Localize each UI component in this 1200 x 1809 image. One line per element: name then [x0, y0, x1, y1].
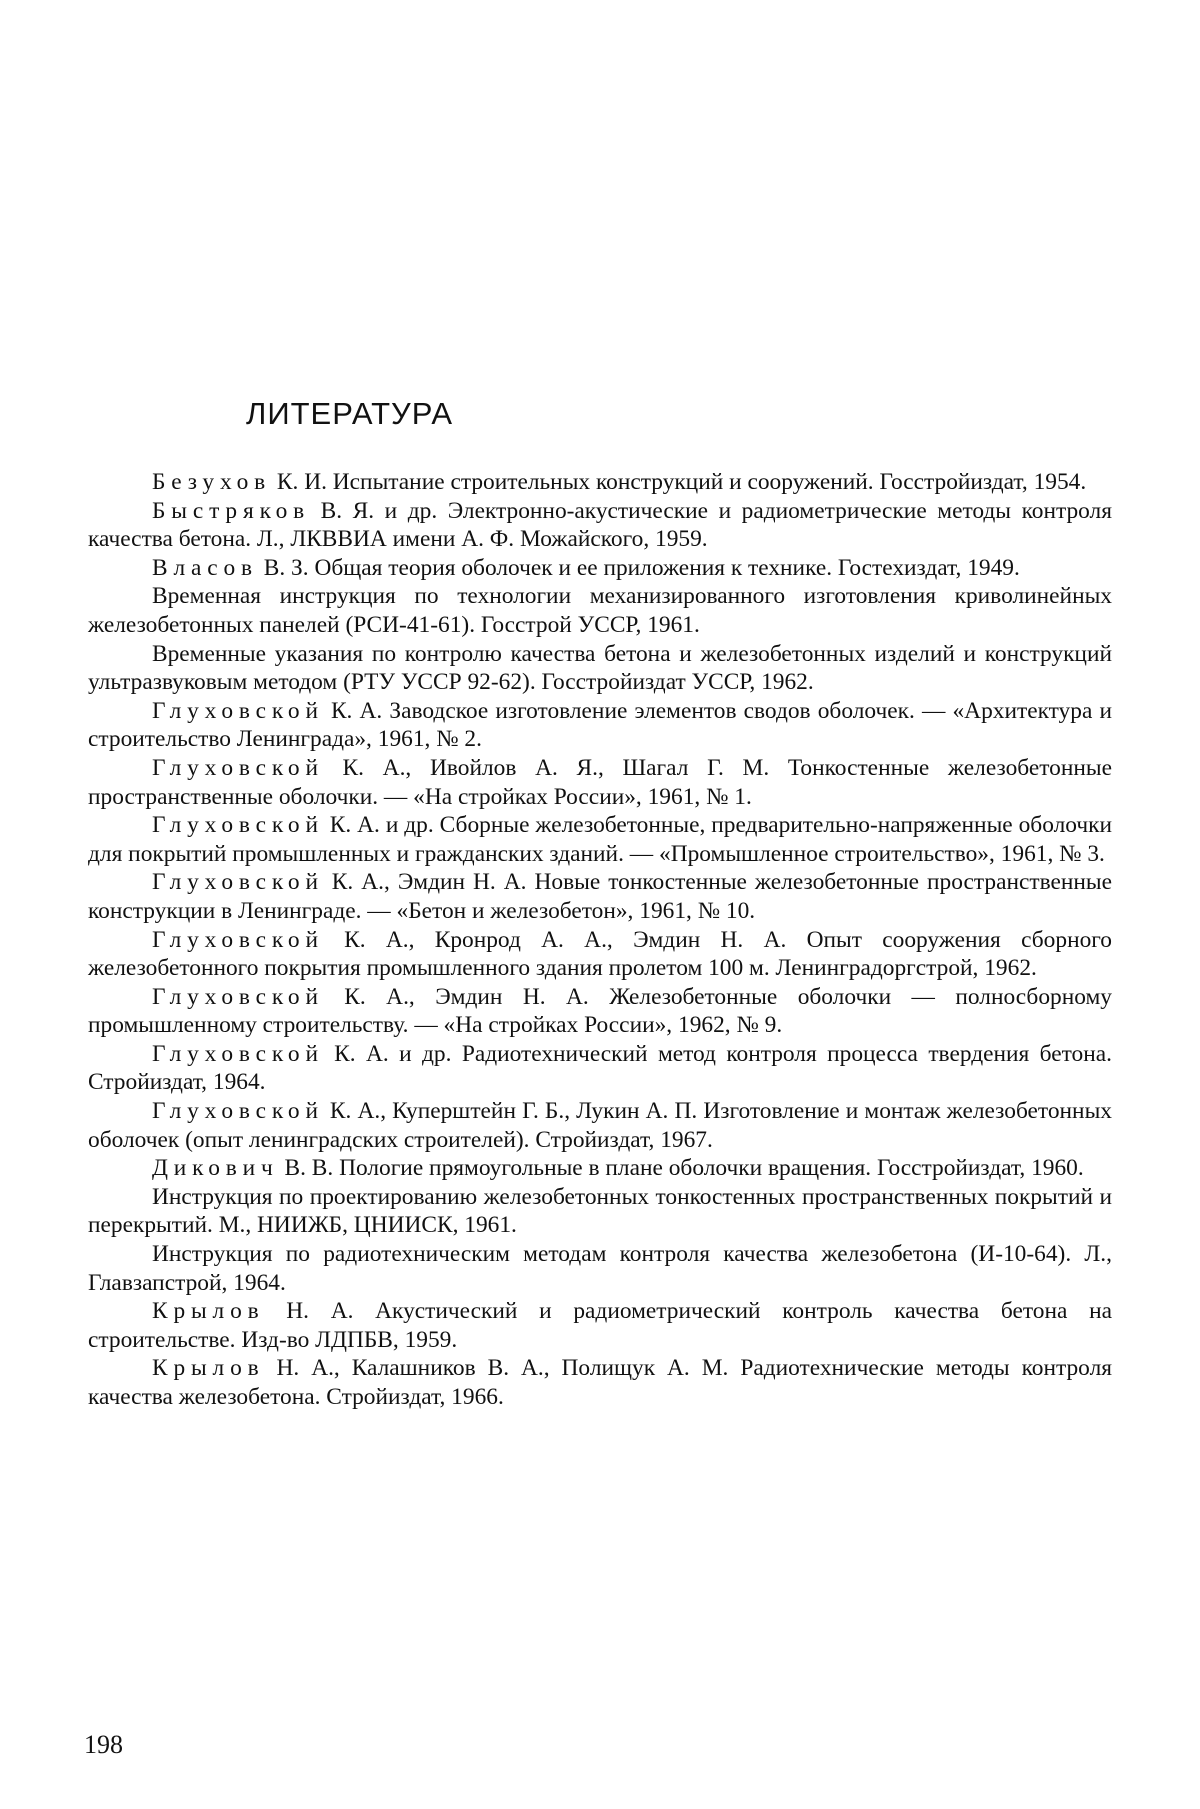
reference-item — [88, 754, 1112, 811]
reference-author: Крылов — [152, 1298, 265, 1325]
reference-item — [88, 582, 1112, 639]
reference-text: В. З. Общая теория оболочек и ее приложения к технике. Гостехиздат, 1949. — [257, 554, 1020, 581]
reference-author: Безухов — [152, 469, 272, 495]
reference-item — [88, 1297, 1112, 1354]
reference-item — [88, 468, 1112, 497]
reference-item — [88, 926, 1112, 983]
reference-author: Глуховской — [152, 1098, 324, 1125]
reference-item — [88, 640, 1112, 697]
reference-text: Н. А., Калашников В. А., Полищук А. М. Радиотехнические методы контроля качества железобетона. Стройиздат, 1966. — [88, 1355, 1112, 1410]
reference-author: Быстряков — [152, 497, 311, 524]
reference-item — [88, 1183, 1112, 1240]
reference-item — [88, 497, 1112, 554]
reference-list — [88, 468, 1112, 1412]
reference-author: Власов — [152, 554, 258, 581]
reference-item — [88, 554, 1112, 583]
reference-text: К. А., Эмдин Н. А. Новые тонкостенные железобетонные пространственные конструкции в Ленинграде. — «Бетон и железобетон», 1961, № 10. — [88, 869, 1112, 924]
reference-text: Н. А. Акустический и радиометрический контроль качества бетона на строительстве. Изд-во ЛДПБВ, 1959. — [88, 1298, 1112, 1353]
reference-text: Временная инструкция по технологии механизированного изготовления криволинейных железобетонных панелей (РСИ-41-61). Госстрой УССР, 1961. — [88, 583, 1112, 638]
reference-item — [88, 1240, 1112, 1297]
reference-item — [88, 1040, 1112, 1097]
reference-item — [88, 983, 1112, 1040]
reference-text: К. А. и др. Сборные железобетонные, предварительно-напряженные оболочки для покрытий промышленных и гражданских зданий. — «Промышленное строительство», 1961, № 3. — [88, 812, 1112, 867]
page-number: 198 — [84, 1730, 123, 1759]
reference-author: Глуховской — [152, 812, 324, 839]
reference-item — [88, 1097, 1112, 1154]
reference-author: Глуховской — [152, 697, 324, 724]
reference-author: Крылов — [152, 1355, 265, 1382]
reference-text: К. А., Куперштейн Г. Б., Лукин А. П. Изготовление и монтаж железобетонных оболочек (опыт ленинградских строителей). Стройиздат, 1967. — [88, 1098, 1112, 1153]
reference-item — [88, 1354, 1112, 1411]
reference-text: В. В. Пологие прямоугольные в плане оболочки вращения. Госстройиздат, 1960. — [278, 1155, 1084, 1182]
reference-text: К. А., Кронрод А. А., Эмдин Н. А. Опыт сооружения сборного железобетонного покрытия промышленного здания пролетом 100 м. Ленинградоргстрой, 1962. — [88, 926, 1112, 982]
reference-text: К. А. и др. Радиотехнический метод контроля процесса твердения бетона. Стройиздат, 1964. — [88, 1040, 1112, 1096]
reference-author: Дикович — [152, 1155, 279, 1182]
reference-text: Инструкция по проектированию железобетонных тонкостенных пространственных покрытий и перекрытий. М., НИИЖБ, ЦНИИСК, 1961. — [88, 1183, 1112, 1239]
reference-author: Глуховской — [152, 754, 324, 781]
reference-author: Глуховской — [152, 1040, 324, 1067]
reference-item — [88, 868, 1112, 925]
reference-item — [88, 811, 1112, 868]
page-title: ЛИТЕРАТУРА — [246, 396, 454, 431]
reference-author: Глуховской — [152, 869, 324, 896]
reference-author: Глуховской — [152, 926, 324, 953]
reference-item — [88, 1154, 1112, 1183]
reference-item — [88, 697, 1112, 754]
reference-text: К. А., Ивойлов А. Я., Шагал Г. М. Тонкостенные железобетонные пространственные оболочки. — «На стройках России», 1961, № 1. — [88, 754, 1112, 810]
reference-text: Временные указания по контролю качества бетона и железобетонных изделий и конструкций ультразвуковым методом (РТУ УССР 92-62). Госстройиздат УССР, 1962. — [88, 640, 1112, 696]
reference-text: В. Я. и др. Электронно-акустические и радиометрические методы контроля качества бетона. Л., ЛКВВИА имени А. Ф. Можайского, 1959. — [88, 497, 1112, 553]
reference-text: К. И. Испытание строительных конструкций и сооружений. Госстройиздат, 1954. — [271, 469, 1087, 495]
reference-text: Инструкция по радиотехническим методам контроля качества железобетона (И-10-64). Л., Главзапстрой, 1964. — [88, 1241, 1112, 1296]
reference-author: Глуховской — [152, 983, 324, 1010]
reference-text: К. А. Заводское изготовление элементов сводов оболочек. — «Архитектура и строительство Ленинграда», 1961, № 2. — [88, 697, 1112, 753]
reference-text: К. А., Эмдин Н. А. Железобетонные оболочки — полносборному промышленному строительству. — «На стройках России», 1962, № 9. — [88, 983, 1112, 1039]
